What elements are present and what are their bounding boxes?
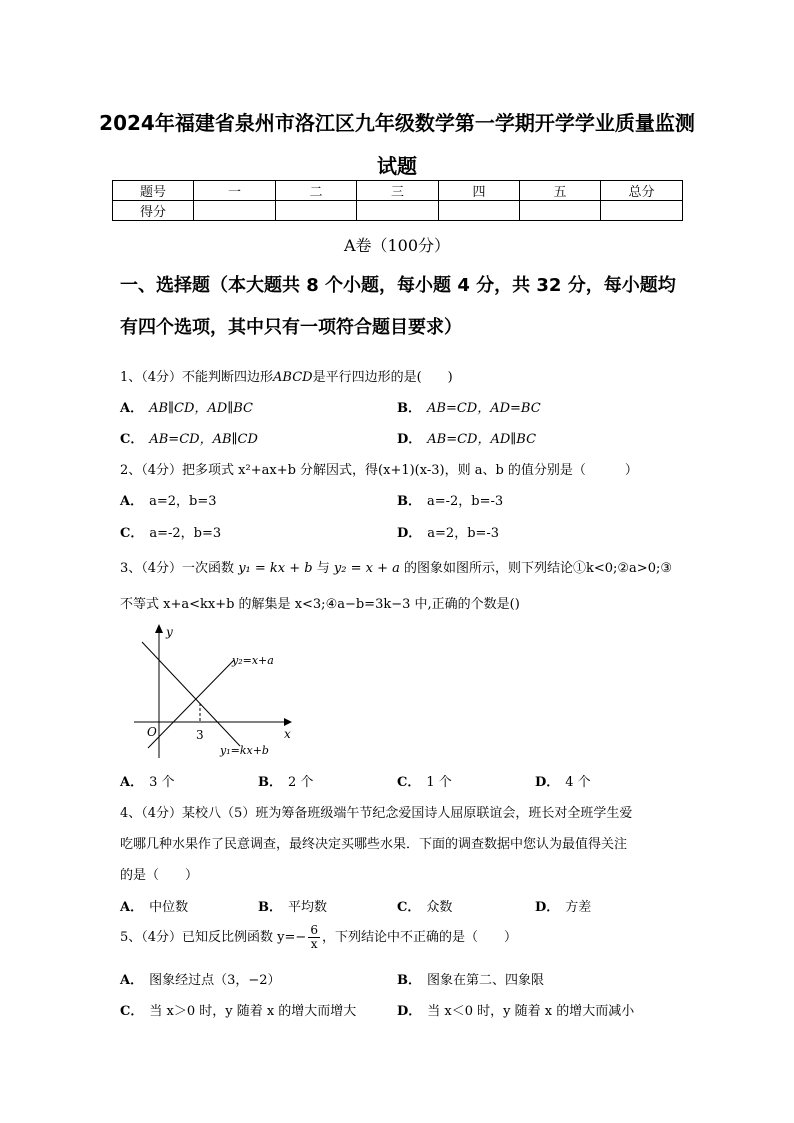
option-text: 众数 bbox=[426, 900, 453, 915]
question-3-option-c bbox=[397, 771, 452, 790]
question-1-stem-pre: 1、（4分）不能判断四边形 bbox=[120, 370, 274, 385]
option-label: D． bbox=[397, 432, 422, 447]
question-3-function-graph bbox=[120, 618, 300, 766]
tick-label: 3 bbox=[196, 728, 204, 742]
option-label: C． bbox=[397, 900, 421, 915]
question-4-option-a bbox=[120, 896, 188, 915]
option-text: a=-2，b=-3 bbox=[427, 494, 504, 509]
question-2-stem: 2、（4分）把多项式 x²+ax+b 分解因式，得(x+1)(x-3)，则 a、b 的值分别是（ ） bbox=[120, 463, 638, 478]
question-4-stem-line-2: 吃哪几种水果作了民意调查，最终决定买哪些水果．下面的调查数据中您认为最值得关注 bbox=[120, 837, 628, 852]
score-cell bbox=[194, 201, 276, 221]
option-label: B． bbox=[258, 775, 282, 790]
section-heading-line-2: 有四个选项，其中只有一项符合题目要求） bbox=[120, 317, 462, 338]
option-label: D． bbox=[397, 526, 422, 541]
score-table-header-cell: 二 bbox=[276, 181, 357, 201]
option-label: A． bbox=[120, 973, 144, 988]
score-cell bbox=[520, 201, 601, 221]
option-label: C． bbox=[120, 526, 144, 541]
question-3-option-a bbox=[120, 771, 175, 790]
option-label: D． bbox=[535, 775, 560, 790]
option-label: A． bbox=[120, 775, 144, 790]
question-5-stem bbox=[120, 924, 517, 951]
option-text: 平均数 bbox=[288, 900, 328, 915]
question-1-option-d bbox=[397, 428, 536, 447]
question-3-y1-expression: y₁ = kx + b bbox=[238, 561, 313, 576]
question-4-stem-line-1: 4、（4分）某校八（5）班为筹备班级端午节纪念爱国诗人屈原联谊会，班长对全班学生爱 bbox=[120, 806, 633, 821]
option-label: D． bbox=[535, 900, 560, 915]
score-table-header-cell: 三 bbox=[357, 181, 439, 201]
score-table-score-row bbox=[113, 201, 683, 221]
page-title-line-2: 试题 bbox=[377, 154, 417, 178]
question-2-option-b bbox=[397, 490, 503, 509]
option-text: 当 x＜0 时，y 随着 x 的增大而减小 bbox=[427, 1004, 635, 1019]
question-4-option-d bbox=[535, 896, 591, 915]
line-y2-label: y₂=x+a bbox=[232, 654, 274, 667]
question-5-option-b bbox=[397, 969, 544, 988]
score-table-header-cell: 题号 bbox=[113, 181, 194, 201]
question-3-stem-line-2: 不等式 x+a<kx+b 的解集是 x<3;④a−b=3k−3 中,正确的个数是() bbox=[120, 597, 520, 612]
question-5-option-c bbox=[120, 1000, 356, 1019]
question-2-option-c bbox=[120, 522, 221, 541]
question-4-stem-line-3: 的是（ ） bbox=[120, 868, 199, 883]
fraction-denominator: x bbox=[310, 937, 318, 951]
option-text: 1 个 bbox=[426, 775, 452, 790]
option-text: AB=CD，AD=BC bbox=[427, 401, 541, 416]
section-heading-line-1: 一、选择题（本大题共 8 个小题，每小题 4 分，共 32 分，每小题均 bbox=[120, 275, 676, 296]
option-text: AB=CD，AB∥CD bbox=[149, 432, 258, 447]
score-table-header-cell: 五 bbox=[520, 181, 601, 201]
question-3-option-b bbox=[258, 771, 313, 790]
option-label: B． bbox=[397, 494, 421, 509]
line-y2 bbox=[148, 660, 234, 748]
score-cell bbox=[601, 201, 683, 221]
option-text: 3 个 bbox=[149, 775, 175, 790]
option-text: AB=CD，AD∥BC bbox=[427, 432, 537, 447]
question-2-option-a bbox=[120, 490, 217, 509]
score-table-header-row bbox=[113, 181, 683, 201]
question-5-stem-post: ，下列结论中不正确的是（ ） bbox=[321, 930, 517, 945]
question-3-stem-line-1 bbox=[120, 557, 672, 576]
x-axis-label: x bbox=[284, 727, 291, 741]
option-label: D． bbox=[397, 1004, 422, 1019]
option-text: a=-2，b=3 bbox=[149, 526, 222, 541]
y-axis-label: y bbox=[166, 625, 173, 639]
option-label: C． bbox=[120, 432, 144, 447]
score-table-header-cell: 总分 bbox=[601, 181, 683, 201]
question-1-quadrilateral-name: ABCD bbox=[273, 370, 313, 385]
line-y1-label: y₁=kx+b bbox=[220, 744, 269, 757]
option-label: A． bbox=[120, 494, 144, 509]
option-text: 当 x＞0 时，y 随着 x 的增大而增大 bbox=[149, 1004, 357, 1019]
score-table-header-cell: 四 bbox=[439, 181, 520, 201]
y-axis-arrow-icon bbox=[155, 624, 163, 633]
question-1-option-a bbox=[120, 397, 253, 416]
question-1-stem-post: 是平行四边形的是( ) bbox=[312, 370, 453, 385]
option-text: 图象经过点（3，−2） bbox=[149, 973, 281, 988]
question-4-option-c bbox=[397, 896, 452, 915]
question-3-option-d bbox=[535, 771, 591, 790]
question-5-option-a bbox=[120, 969, 281, 988]
question-2-option-d bbox=[397, 522, 499, 541]
option-label: A． bbox=[120, 401, 144, 416]
option-label: B． bbox=[397, 401, 421, 416]
option-text: a=2，b=-3 bbox=[427, 526, 500, 541]
score-cell bbox=[357, 201, 439, 221]
score-table bbox=[112, 180, 683, 221]
option-text: 图象在第二、四象限 bbox=[427, 973, 545, 988]
option-text: AB∥CD，AD∥BC bbox=[149, 401, 253, 416]
origin-label: O bbox=[147, 725, 157, 739]
question-1-option-c bbox=[120, 428, 258, 447]
option-label: C． bbox=[397, 775, 421, 790]
question-4-option-b bbox=[258, 896, 327, 915]
score-table-row-label: 得分 bbox=[113, 201, 194, 221]
question-5-option-d bbox=[397, 1000, 634, 1019]
option-text: 方差 bbox=[565, 900, 592, 915]
question-1-stem bbox=[120, 366, 453, 385]
question-3-stem-a: 3、（4分）一次函数 bbox=[120, 561, 235, 576]
question-3-y2-expression: y₂ = x + a bbox=[333, 561, 400, 576]
option-label: B． bbox=[258, 900, 282, 915]
fraction-numerator: 6 bbox=[310, 923, 318, 937]
x-axis-arrow-icon bbox=[284, 718, 292, 726]
option-label: B． bbox=[397, 973, 421, 988]
option-text: 中位数 bbox=[149, 900, 189, 915]
volume-title: A卷（100分） bbox=[343, 236, 451, 255]
question-5-stem-pre: 5、（4分）已知反比例函数 y=− bbox=[120, 930, 307, 945]
option-label: A． bbox=[120, 900, 144, 915]
score-cell bbox=[276, 201, 357, 221]
score-table-header-cell: 一 bbox=[194, 181, 276, 201]
question-5-fraction bbox=[308, 924, 320, 951]
option-text: 4 个 bbox=[565, 775, 591, 790]
question-3-stem-c: 的图象如图所示，则下列结论①k<0;②a>0;③ bbox=[403, 561, 673, 576]
option-text: a=2，b=3 bbox=[149, 494, 217, 509]
page-title-line-1: 2024年福建省泉州市洛江区九年级数学第一学期开学学业质量监测 bbox=[99, 111, 695, 135]
question-3-stem-b: 与 bbox=[316, 561, 330, 576]
score-cell bbox=[439, 201, 520, 221]
option-label: C． bbox=[120, 1004, 144, 1019]
question-1-option-b bbox=[397, 397, 541, 416]
option-text: 2 个 bbox=[288, 775, 314, 790]
